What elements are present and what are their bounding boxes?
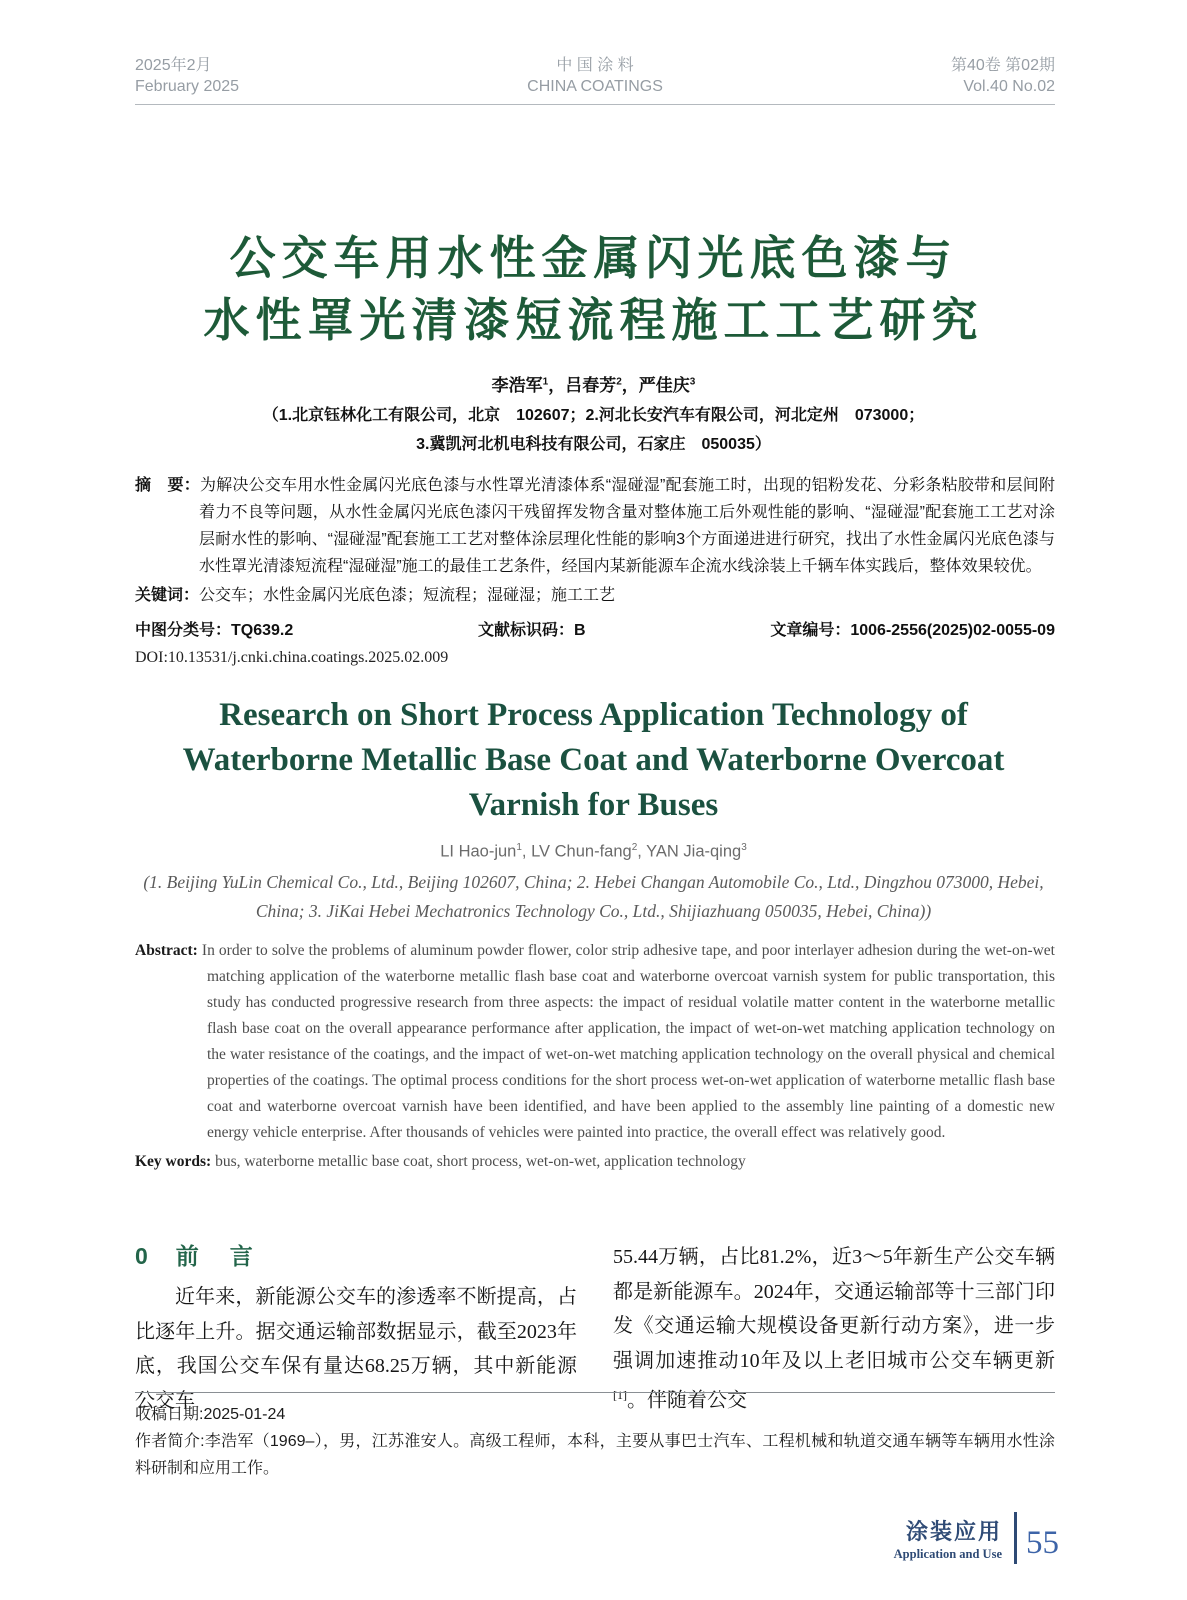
section-0-heading — [135, 1238, 577, 1271]
author-bio: 作者简介:李浩军（1969–），男，江苏淮安人。高级工程师，本科，主要从事巴士汽车、工程机械和轨道交通车辆等车辆用水性涂料研制和应用工作。 — [135, 1433, 1055, 1477]
header-journal-name — [527, 55, 663, 97]
author-en-3-sup: 3 — [741, 842, 747, 853]
header-date-en: February 2025 — [135, 78, 240, 95]
intro-paragraph-left: 近年来，新能源公交车的渗透率不断提高，占比逐年上升。据交通运输部数据显示，截至2023年底，我国公交车保有量达68.25万辆，其中新能源公交车 — [135, 1286, 577, 1412]
section-0-number: 0 — [135, 1243, 148, 1269]
author-cn-1: 李浩军 — [491, 376, 543, 395]
keywords-cn — [135, 582, 1055, 609]
issue-en: Vol.40 No.02 — [963, 78, 1055, 95]
author-cn-1-sup: 1 — [542, 376, 549, 388]
abstract-cn-label: 摘 要： — [135, 477, 200, 494]
author-en-1: LI Hao-jun — [440, 842, 517, 861]
keywords-en-text: bus, waterborne metallic base coat, short process, wet-on-wet, application technology — [215, 1152, 746, 1170]
keywords-cn-label: 关键词： — [135, 587, 200, 604]
clc-number: 中图分类号：TQ639.2 — [135, 622, 294, 639]
header-date-cn: 2025年2月 — [135, 57, 212, 74]
keywords-en-label: Key words: — [135, 1152, 212, 1170]
section-0-title: 前 言 — [175, 1243, 257, 1269]
column-name — [894, 1515, 1002, 1562]
footnote — [135, 1401, 1055, 1482]
header-date — [135, 55, 239, 97]
affiliations-en: (1. Beijing YuLin Chemical Co., Ltd., Beijing 102607, China; 2. Hebei Changan Automobile Co., Ltd., Dingzhou 073000, Hebei, China; 3. JiKai Hebei Mechatronics Technology Co., Ltd., Shijiazhuang 050035, Hebei, China)) — [143, 871, 1044, 921]
article-id: 文章编号：1006-2556(2025)02-0055-09 — [770, 622, 1055, 639]
author-en-2-sup: 2 — [631, 842, 638, 853]
page-number: 55 — [1026, 1525, 1059, 1561]
abstract-cn-text: 为解决公交车用水性金属闪光底色漆与水性罩光清漆体系“湿碰湿”配套施工时，出现的铝粉发花、分彩条粘胶带和层间附着力不良等问题，从水性金属闪光底色漆闪干残留挥发物含量对整体施工后外观性能的影响、“湿碰湿”配套施工工艺对涂层耐水性的影响、“湿碰湿”配套施工工艺对整体涂层理化性能的影响3个方面递进进行研究，找出了水性金属闪光底色漆与水性罩光清漆短流程“湿碰湿”施工的最佳工艺条件，经国内某新能源车企流水线涂装上千辆车体实践后，整体效果较优。 — [199, 477, 1055, 575]
author-en-2: , LV Chun-fang — [521, 842, 632, 861]
header-issue — [951, 55, 1055, 97]
author-cn-3: ，严佳庆 — [621, 376, 690, 395]
received-date: 收稿日期:2025-01-24 — [135, 1406, 286, 1423]
abstract-en-label: Abstract: — [135, 941, 198, 959]
journal-name-en: CHINA COATINGS — [527, 78, 663, 95]
issue-cn: 第40卷 第02期 — [950, 57, 1055, 74]
page-badge — [894, 1512, 1059, 1564]
document-code: 文献标识码：B — [478, 622, 586, 639]
article-title-cn-line2: 水性罩光清漆短流程施工工艺研究 — [203, 294, 984, 346]
abstract-en-text: In order to solve the problems of aluminum powder flower, color strip adhesive tape, and poor interlayer adhesion during the wet-on-wet matching application of the waterborne metallic flash base coat and waterborne overcoat varnish system for public transportation, this study has conducted progressive research from three aspects: the impact of residual volatile matter content in the waterborne metallic flash base coat on the overall appearance performance after application, the impact of wet-on-wet matching application technology on the water resistance of the coatings, and the impact of wet-on-wet matching application technology on the overall physical and chemical properties of the coatings. The optimal process conditions for the short process wet-on-wet application of waterborne metallic flash base coat and waterborne overcoat varnish have been identified, and have been applied to the assembly line painting of a domestic new energy vehicle enterprise. After thousands of vehicles were painted into practice, the overall effect was relatively good. — [201, 941, 1055, 1141]
footnote-divider — [135, 1392, 1055, 1393]
authors-cn — [0, 371, 1187, 396]
authors-en — [0, 842, 1187, 862]
column-name-en: Application and Use — [893, 1546, 1002, 1561]
author-cn-2-sup: 2 — [616, 376, 622, 388]
article-title-en: Research on Short Process Application Technology of Waterborne Metallic Base Coat and Waterborne Overcoat Varnish for Buses — [182, 697, 1005, 823]
author-en-1-sup: 1 — [516, 842, 522, 853]
reference-1-marker: [1] — [613, 1388, 627, 1402]
journal-header — [135, 55, 1055, 105]
affiliation-cn-line2: 3.冀凯河北机电科技有限公司，石家庄 050035） — [416, 436, 771, 453]
affiliations-cn — [0, 401, 1187, 459]
abstract-cn — [135, 472, 1055, 580]
intro-right-text-cont: 。伴随着公交 — [627, 1389, 747, 1412]
author-cn-3-sup: 3 — [689, 376, 696, 388]
keywords-en — [135, 1149, 1055, 1175]
affiliation-cn-line1: （1.北京钰林化工有限公司，北京 102607；2.河北长安汽车有限公司，河北定州 073000； — [262, 407, 925, 424]
author-en-3: , YAN Jia-qing — [637, 842, 742, 861]
article-title-cn — [135, 227, 1052, 351]
author-cn-2: ，吕春芳 — [548, 376, 617, 395]
article-title-cn-line1: 公交车用水性金属闪光底色漆与 — [229, 232, 958, 284]
intro-right-text: 55.44万辆，占比81.2%，近3～5年新生产公交车辆都是新能源车。2024年，交通运输部等十三部门印发《交通运输大规模设备更新行动方案》，进一步强调加速推动10年及以上老旧城市公交车辆更新 — [613, 1246, 1055, 1372]
classification-row — [135, 617, 1055, 640]
column-name-cn: 涂装应用 — [905, 1518, 1002, 1544]
abstract-en — [135, 938, 1055, 1146]
journal-name-cn: 中 国 涂 料 — [556, 57, 634, 74]
badge-divider-bar — [1014, 1512, 1017, 1564]
keywords-cn-text: 公交车；水性金属闪光底色漆；短流程；湿碰湿；施工工艺 — [199, 587, 616, 604]
doi: DOI:10.13531/j.cnki.china.coatings.2025.02.009 — [135, 649, 449, 666]
